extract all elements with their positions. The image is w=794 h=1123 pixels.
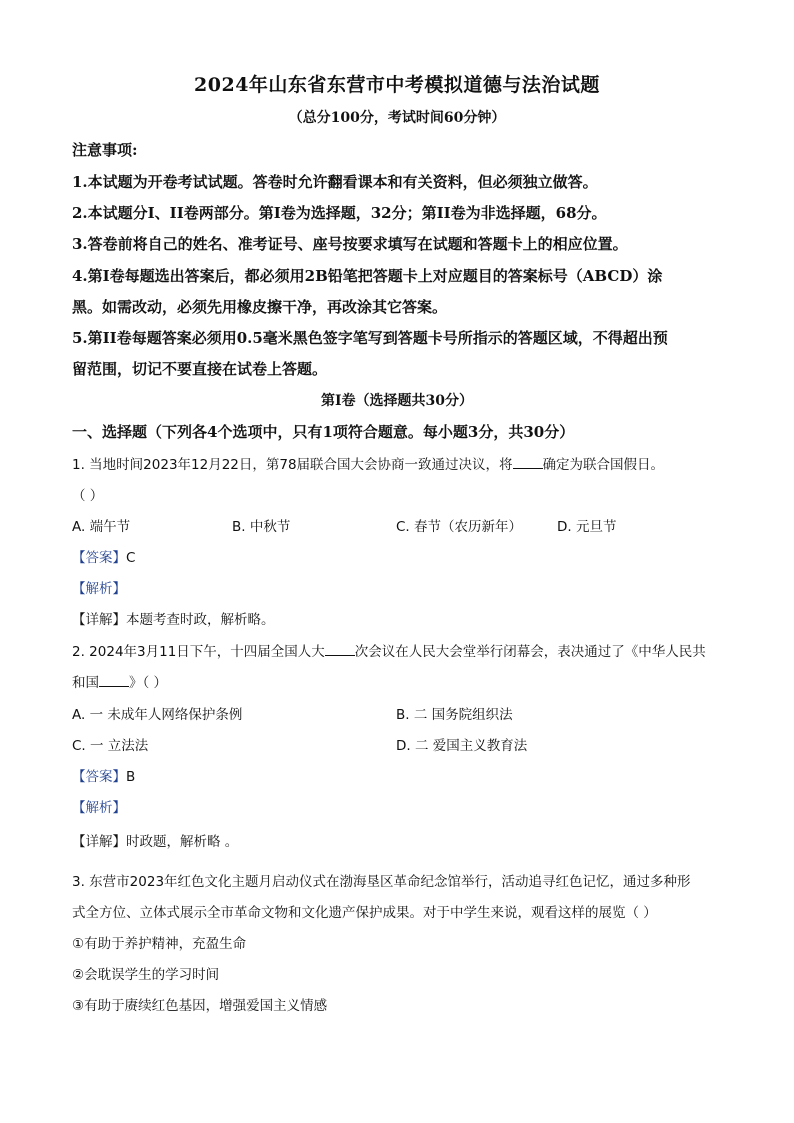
q2-detail-text: 时政题，解析略 。 — [126, 834, 239, 850]
q1-answer-tag: 【答案】 — [72, 550, 126, 566]
q2-stem-part3: 和国 — [72, 675, 99, 691]
note-5-line2: 留范围，切记不要直接在试卷上答题。 — [72, 360, 328, 378]
q2-answer — [72, 765, 135, 785]
q1-detail-tag: 【详解】 — [72, 612, 126, 628]
q1-stem-part2: 确定为联合国假日。 — [542, 457, 665, 473]
q2-answer-value: B — [126, 769, 136, 785]
q1-analysis-tag: 【解析】 — [72, 581, 126, 597]
note-4-line1: 4.第I卷每题选出答案后，都必须用2B铅笔把答题卡上对应题目的答案标号（ABCD）涂 — [72, 267, 663, 285]
q1-answer-value: C — [126, 550, 136, 566]
q1-option-c: C. 春节（农历新年） — [396, 519, 523, 535]
q2-option-d: D. 二 爱国主义教育法 — [396, 738, 528, 754]
q1-paren: （ ） — [72, 488, 104, 504]
q2-stem-part2: 次会议在人民大会堂举行闭幕会，表决通过了《中华人民共 — [354, 644, 706, 660]
q2-option-b: B. 二 国务院组织法 — [396, 707, 513, 723]
q2-detail-tag: 【详解】 — [72, 834, 126, 850]
q1-answer — [72, 546, 135, 566]
q2-analysis — [72, 796, 126, 816]
note-1: 1.本试题为开卷考试试题。答卷时允许翻看课本和有关资料，但必须独立做答。 — [72, 173, 598, 191]
q1-detail — [72, 608, 275, 628]
note-5-line1: 5.第II卷每题答案必须用0.5毫米黑色签字笔写到答题卡号所指示的答题区域，不得超出预 — [72, 329, 668, 347]
q2-stem-line2 — [72, 671, 167, 691]
q1-option-b: B. 中秋节 — [232, 519, 291, 535]
q1-stem-part1: 1. 当地时间2023年12月22日，第78届联合国大会协商一致通过决议，将 — [72, 457, 513, 473]
page-title: 2024年山东省东营市中考模拟道德与法治试题 — [194, 74, 600, 96]
q3-stem-line1: 3. 东营市2023年红色文化主题月启动仪式在渤海垦区革命纪念馆举行，活动追寻红色记忆，通过多种形 — [72, 874, 691, 890]
q3-item-2: ②会耽误学生的学习时间 — [72, 967, 220, 983]
q2-blank-2 — [99, 674, 129, 687]
q2-stem — [72, 640, 706, 660]
q2-analysis-tag: 【解析】 — [72, 800, 126, 816]
page-subtitle: （总分100分，考试时间60分钟） — [288, 110, 506, 126]
q1-detail-text: 本题考查时政，解析略。 — [126, 612, 275, 628]
note-3: 3.答卷前将自己的姓名、准考证号、座号按要求填写在试题和答题卡上的相应位置。 — [72, 235, 628, 253]
q2-detail — [72, 830, 238, 850]
q1-analysis — [72, 577, 126, 597]
q2-option-a: A. 一 未成年人网络保护条例 — [72, 707, 243, 723]
q3-item-1: ①有助于养护精神，充盈生命 — [72, 936, 247, 952]
q2-blank-1 — [325, 643, 355, 656]
note-2: 2.本试题分I、II卷两部分。第I卷为选择题，32分；第II卷为非选择题，68分。 — [72, 204, 607, 222]
q1-blank — [513, 456, 543, 469]
notes-heading: 注意事项: — [72, 141, 138, 159]
q2-answer-tag: 【答案】 — [72, 769, 126, 785]
q2-stem-part4: 》（ ） — [129, 675, 168, 691]
q2-option-c: C. 一 立法法 — [72, 738, 149, 754]
q3-stem-line2: 式全方位、立体式展示全市革命文物和文化遗产保护成果。对于中学生来说，观看这样的展览（ ） — [72, 905, 657, 921]
q1-stem — [72, 453, 664, 473]
section-title: 第Ⅰ卷（选择题共30分） — [320, 393, 474, 409]
q1-option-a: A. 端午节 — [72, 519, 131, 535]
note-4-line2: 黑。如需改动，必须先用橡皮擦干净，再改涂其它答案。 — [72, 298, 448, 316]
q2-stem-part1: 2. 2024年3月11日下午，十四届全国人大 — [72, 644, 325, 660]
q1-option-d: D. 元旦节 — [557, 519, 617, 535]
q3-item-3: ③有助于赓续红色基因，增强爱国主义情感 — [72, 998, 328, 1014]
part-heading: 一、选择题（下列各4个选项中，只有1项符合题意。每小题3分，共30分） — [72, 423, 575, 441]
